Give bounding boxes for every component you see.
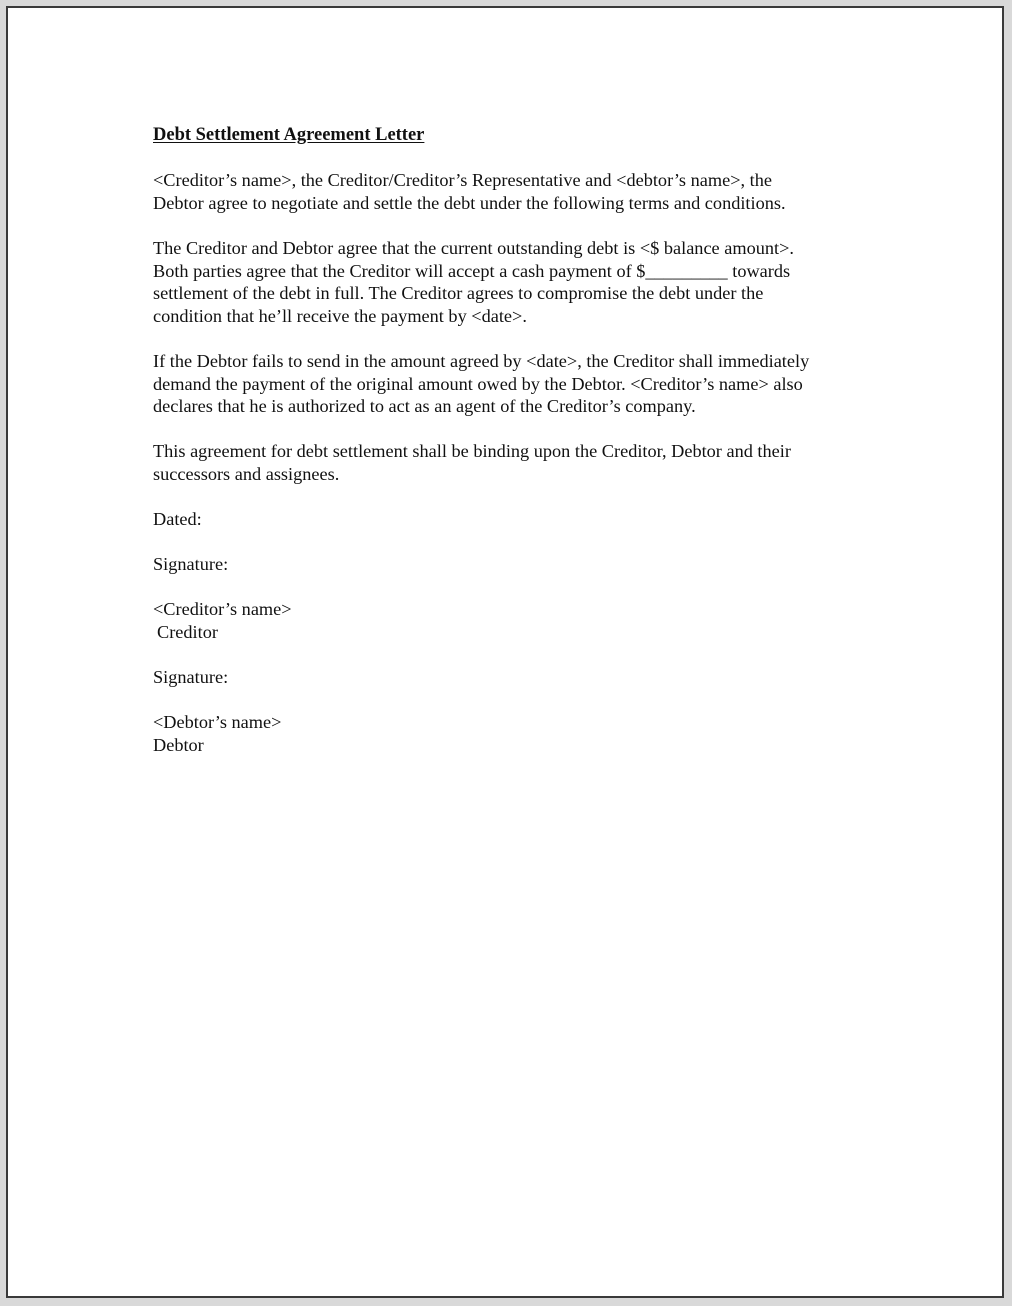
paragraph-line: Both parties agree that the Creditor will accept a cash payment of $_________ towards	[153, 260, 791, 281]
paragraph-line: successors and assignees.	[153, 463, 340, 484]
document-page	[6, 6, 1004, 1298]
paragraph-line: The Creditor and Debtor agree that the current outstanding debt is <$ balance amount>.	[153, 237, 794, 258]
paragraph-line: This agreement for debt settlement shall be binding upon the Creditor, Debtor and their	[153, 441, 791, 462]
paragraph-parties	[153, 169, 873, 214]
paragraph-line: condition that he’ll receive the payment by <date>.	[153, 305, 527, 326]
paragraph-line: <Creditor’s name>, the Creditor/Creditor’s Representative and <debtor’s name>, the	[153, 170, 772, 191]
debtor-name: <Debtor’s name>	[153, 712, 282, 733]
paragraph-line: declares that he is authorized to act as an agent of the Creditor’s company.	[153, 396, 696, 417]
creditor-signature-label: Signature:	[153, 554, 229, 575]
letter-body	[153, 124, 873, 779]
document-title: Debt Settlement Agreement Letter	[153, 125, 425, 145]
creditor-role: Creditor	[157, 622, 218, 643]
creditor-block	[153, 598, 873, 643]
creditor-name: <Creditor’s name>	[153, 599, 292, 620]
paragraph-line: settlement of the debt in full. The Creditor agrees to compromise the debt under the	[153, 283, 764, 304]
paragraph-line: Debtor agree to negotiate and settle the debt under the following terms and conditions.	[153, 192, 786, 213]
debtor-role: Debtor	[153, 735, 204, 756]
paragraph-default	[153, 350, 873, 418]
debtor-block	[153, 711, 873, 756]
paragraph-terms	[153, 237, 873, 327]
paragraph-line: demand the payment of the original amount owed by the Debtor. <Creditor’s name> also	[153, 373, 803, 394]
paragraph-binding	[153, 440, 873, 485]
dated-label: Dated:	[153, 509, 202, 530]
debtor-signature-label: Signature:	[153, 667, 229, 688]
paragraph-line: If the Debtor fails to send in the amount agreed by <date>, the Creditor shall immediately	[153, 350, 810, 371]
